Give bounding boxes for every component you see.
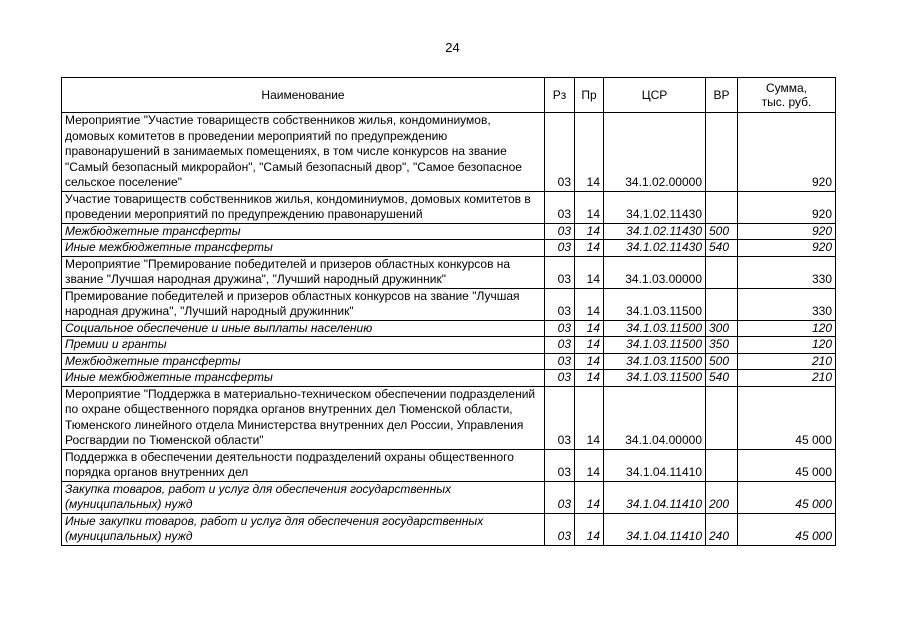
cell-name: Социальное обеспечение и иные выплаты населению <box>62 320 545 337</box>
cell-name: Мероприятие "Поддержка в материально-техническом обеспечении подразделений по охране общественного порядка органов внутренних дел Тюменской области, Тюменского линейного отдела Министерства внутренних дел России, Управления Росгвардии по Тюменской области" <box>62 386 545 449</box>
header-pr: Пр <box>575 78 604 113</box>
cell-sum: 120 <box>738 320 836 337</box>
cell-rz: 03 <box>545 513 575 545</box>
cell-pr: 14 <box>575 288 604 320</box>
header-sum: Сумма, тыс. руб. <box>738 78 836 113</box>
table-header-row <box>62 78 836 113</box>
cell-rz: 03 <box>545 353 575 370</box>
cell-rz: 03 <box>545 449 575 481</box>
cell-name: Иные межбюджетные трансферты <box>62 370 545 387</box>
table-row <box>62 481 836 513</box>
cell-vr <box>706 288 738 320</box>
cell-rz: 03 <box>545 256 575 288</box>
cell-pr: 14 <box>575 449 604 481</box>
cell-csr: 34.1.03.11500 <box>604 320 706 337</box>
cell-csr: 34.1.02.11430 <box>604 191 706 223</box>
cell-sum: 45 000 <box>738 481 836 513</box>
table-row <box>62 223 836 240</box>
cell-sum: 45 000 <box>738 513 836 545</box>
cell-rz: 03 <box>545 337 575 354</box>
cell-rz: 03 <box>545 240 575 257</box>
cell-rz: 03 <box>545 370 575 387</box>
cell-pr: 14 <box>575 481 604 513</box>
cell-csr: 34.1.04.11410 <box>604 513 706 545</box>
cell-rz: 03 <box>545 288 575 320</box>
header-vr: ВР <box>706 78 738 113</box>
cell-csr: 34.1.03.11500 <box>604 370 706 387</box>
cell-vr: 350 <box>706 337 738 354</box>
cell-csr: 34.1.04.11410 <box>604 449 706 481</box>
cell-csr: 34.1.04.00000 <box>604 386 706 449</box>
table-row <box>62 386 836 449</box>
cell-sum: 330 <box>738 288 836 320</box>
cell-vr: 540 <box>706 240 738 257</box>
cell-sum: 920 <box>738 240 836 257</box>
table-row <box>62 353 836 370</box>
cell-name: Премирование победителей и призеров областных конкурсов на звание "Лучшая народная дружина", "Лучший народный дружинник" <box>62 288 545 320</box>
cell-name: Межбюджетные трансферты <box>62 223 545 240</box>
cell-csr: 34.1.03.00000 <box>604 256 706 288</box>
cell-sum: 920 <box>738 223 836 240</box>
table-row <box>62 337 836 354</box>
cell-rz: 03 <box>545 386 575 449</box>
cell-pr: 14 <box>575 113 604 192</box>
cell-vr: 240 <box>706 513 738 545</box>
table-row <box>62 320 836 337</box>
table-row <box>62 256 836 288</box>
cell-vr <box>706 449 738 481</box>
cell-pr: 14 <box>575 191 604 223</box>
table-row <box>62 513 836 545</box>
cell-pr: 14 <box>575 370 604 387</box>
cell-name: Мероприятие "Премирование победителей и призеров областных конкурсов на звание "Лучшая народная дружина", "Лучший народный дружинник" <box>62 256 545 288</box>
cell-rz: 03 <box>545 191 575 223</box>
cell-name: Премии и гранты <box>62 337 545 354</box>
cell-csr: 34.1.02.00000 <box>604 113 706 192</box>
cell-pr: 14 <box>575 386 604 449</box>
table-row <box>62 240 836 257</box>
cell-csr: 34.1.03.11500 <box>604 353 706 370</box>
cell-name: Участие товариществ собственников жилья, кондоминиумов, домовых комитетов в проведении мероприятий по предупреждению правонарушений <box>62 191 545 223</box>
cell-rz: 03 <box>545 481 575 513</box>
cell-csr: 34.1.03.11500 <box>604 337 706 354</box>
cell-sum: 45 000 <box>738 386 836 449</box>
table-row <box>62 113 836 192</box>
cell-vr <box>706 256 738 288</box>
cell-name: Мероприятие "Участие товариществ собственников жилья, кондоминиумов, домовых комитетов в проведении мероприятий по предупреждению правонарушений в занимаемых помещениях, в том числе конкурсов на звание "Самый безопасный микрорайон", "Самый безопасный двор", "Самое безопасное сельское поселение" <box>62 113 545 192</box>
cell-vr: 500 <box>706 353 738 370</box>
cell-rz: 03 <box>545 113 575 192</box>
cell-rz: 03 <box>545 223 575 240</box>
cell-name: Поддержка в обеспечении деятельности подразделений охраны общественного порядка органов внутренних дел <box>62 449 545 481</box>
cell-name: Иные межбюджетные трансферты <box>62 240 545 257</box>
cell-csr: 34.1.04.11410 <box>604 481 706 513</box>
cell-sum: 120 <box>738 337 836 354</box>
cell-vr <box>706 113 738 192</box>
cell-pr: 14 <box>575 513 604 545</box>
cell-csr: 34.1.03.11500 <box>604 288 706 320</box>
cell-vr: 500 <box>706 223 738 240</box>
cell-rz: 03 <box>545 320 575 337</box>
cell-sum: 45 000 <box>738 449 836 481</box>
table-row <box>62 191 836 223</box>
table-body <box>62 113 836 546</box>
cell-sum: 210 <box>738 370 836 387</box>
cell-sum: 210 <box>738 353 836 370</box>
page-number: 24 <box>445 40 460 55</box>
cell-sum: 330 <box>738 256 836 288</box>
cell-pr: 14 <box>575 256 604 288</box>
cell-pr: 14 <box>575 223 604 240</box>
cell-sum: 920 <box>738 191 836 223</box>
cell-name: Закупка товаров, работ и услуг для обеспечения государственных (муниципальных) нужд <box>62 481 545 513</box>
cell-csr: 34.1.02.11430 <box>604 223 706 240</box>
cell-vr <box>706 386 738 449</box>
cell-sum: 920 <box>738 113 836 192</box>
cell-pr: 14 <box>575 353 604 370</box>
cell-csr: 34.1.02.11430 <box>604 240 706 257</box>
cell-pr: 14 <box>575 240 604 257</box>
cell-vr <box>706 191 738 223</box>
header-rz: Рз <box>545 78 575 113</box>
budget-table <box>61 77 836 546</box>
table-row <box>62 288 836 320</box>
header-csr: ЦСР <box>604 78 706 113</box>
header-name: Наименование <box>62 78 545 113</box>
cell-pr: 14 <box>575 337 604 354</box>
cell-name: Иные закупки товаров, работ и услуг для обеспечения государственных (муниципальных) нужд <box>62 513 545 545</box>
table-row <box>62 449 836 481</box>
cell-pr: 14 <box>575 320 604 337</box>
cell-vr: 540 <box>706 370 738 387</box>
cell-vr: 200 <box>706 481 738 513</box>
cell-vr: 300 <box>706 320 738 337</box>
table-row <box>62 370 836 387</box>
cell-name: Межбюджетные трансферты <box>62 353 545 370</box>
